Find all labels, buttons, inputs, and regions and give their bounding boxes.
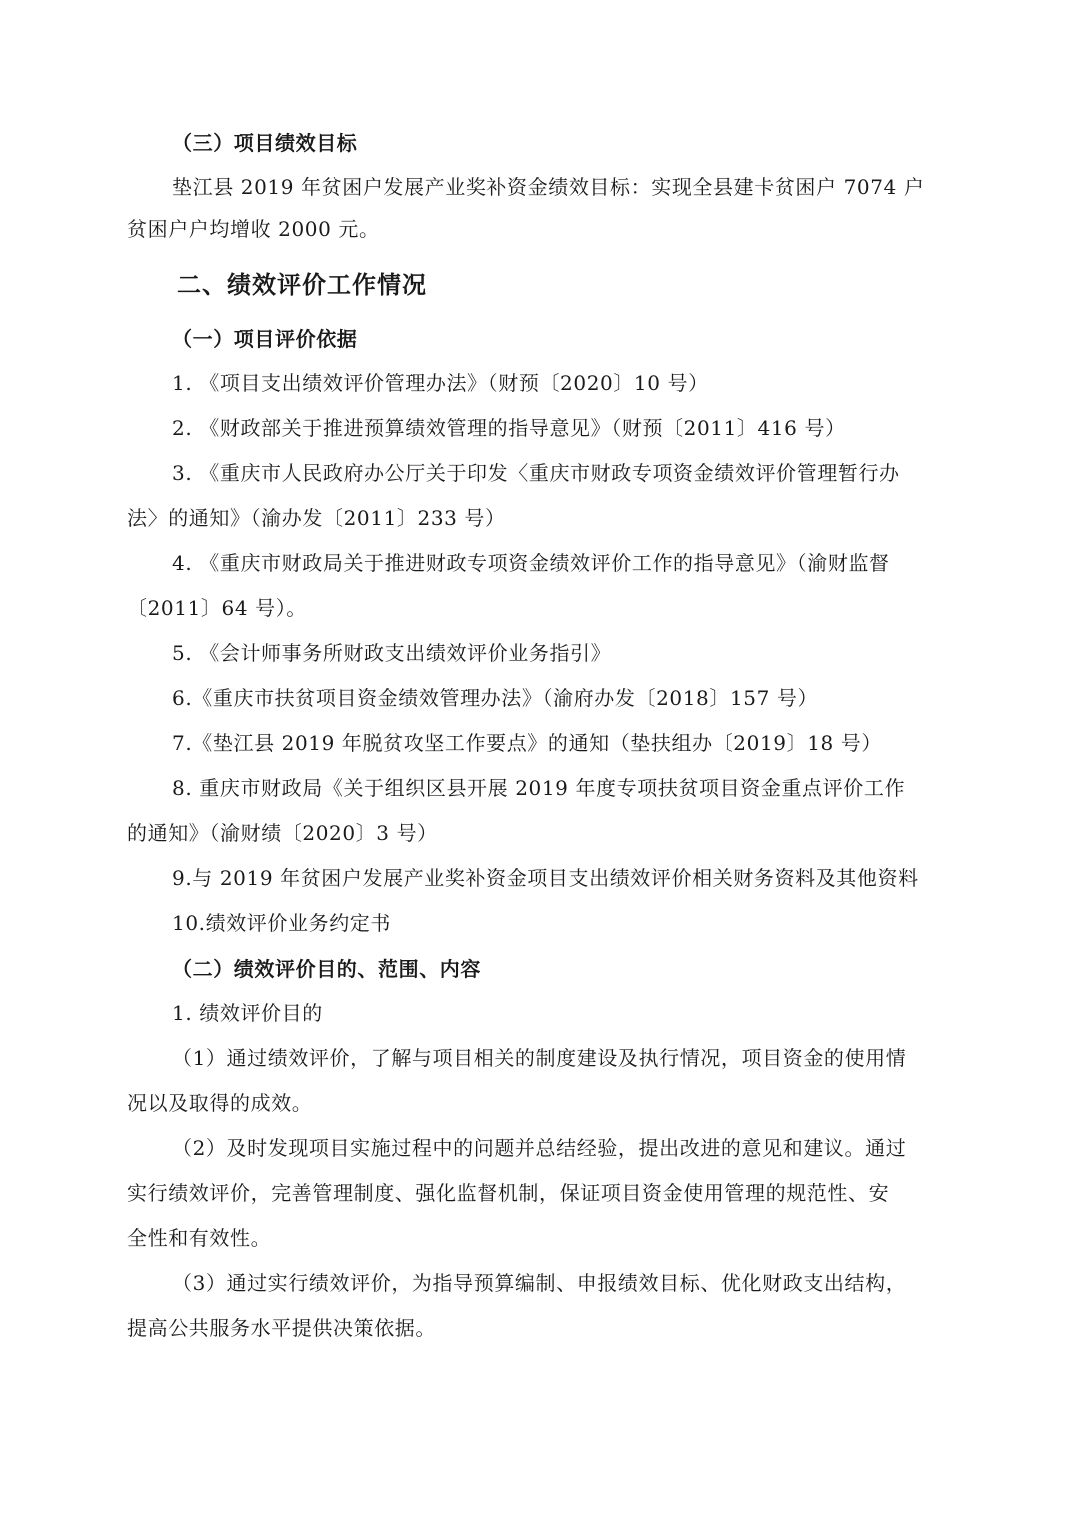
section-heading-purpose-scope: （二）绩效评价目的、范围、内容 [172,957,481,981]
basis-item: 8. 重庆市财政局《关于组织区县开展 2019 年度专项扶贫项目资金重点评价工作 [172,776,906,800]
paragraph-line: （3）通过实行绩效评价，为指导预算编制、申报绩效目标、优化财政支出结构， [172,1271,907,1295]
basis-item-continued: 〔2011〕64 号）。 [127,596,307,620]
basis-item-continued: 的通知》（渝财绩〔2020〕3 号） [127,821,438,845]
section-heading-evaluation-basis: （一）项目评价依据 [172,327,358,351]
paragraph-line: （1）通过绩效评价，了解与项目相关的制度建设及执行情况，项目资金的使用情 [172,1046,907,1070]
basis-item: 6.《重庆市扶贫项目资金绩效管理办法》（渝府办发〔2018〕157 号） [172,686,819,710]
section-heading-performance-goals: （三）项目绩效目标 [172,131,358,155]
paragraph-line: 实行绩效评价，完善管理制度、强化监督机制，保证项目资金使用管理的规范性、安 [127,1181,890,1205]
paragraph-line: （2）及时发现项目实施过程中的问题并总结经验，提出改进的意见和建议。通过 [172,1136,907,1160]
paragraph-line: 贫困户户均增收 2000 元。 [127,217,380,241]
basis-item: 7.《垫江县 2019 年脱贫攻坚工作要点》的通知（垫扶组办〔2019〕18 号） [172,731,882,755]
paragraph-line: 况以及取得的成效。 [127,1091,313,1115]
paragraph-line: 提高公共服务水平提供决策依据。 [127,1316,436,1340]
basis-item: 2. 《财政部关于推进预算绩效管理的指导意见》（财预〔2011〕416 号） [172,416,846,440]
basis-item: 10.绩效评价业务约定书 [172,911,392,935]
basis-item-continued: 法〉的通知》（渝办发〔2011〕233 号） [127,506,506,530]
subsection-title: 1. 绩效评价目的 [172,1001,323,1025]
chapter-title: 二、绩效评价工作情况 [177,271,427,299]
basis-item: 9.与 2019 年贫困户发展产业奖补资金项目支出绩效评价相关财务资料及其他资料 [172,866,919,890]
basis-item: 4. 《重庆市财政局关于推进财政专项资金绩效评价工作的指导意见》（渝财监督 [172,551,890,575]
basis-item: 5. 《会计师事务所财政支出绩效评价业务指引》 [172,641,612,665]
paragraph-line: 垫江县 2019 年贫困户发展产业奖补资金绩效目标：实现全县建卡贫困户 7074 户 [172,175,925,199]
basis-item: 1. 《项目支出绩效评价管理办法》（财预〔2020〕10 号） [172,371,709,395]
basis-item: 3. 《重庆市人民政府办公厅关于印发〈重庆市财政专项资金绩效评价管理暂行办 [172,461,900,485]
paragraph-line: 全性和有效性。 [127,1226,272,1250]
